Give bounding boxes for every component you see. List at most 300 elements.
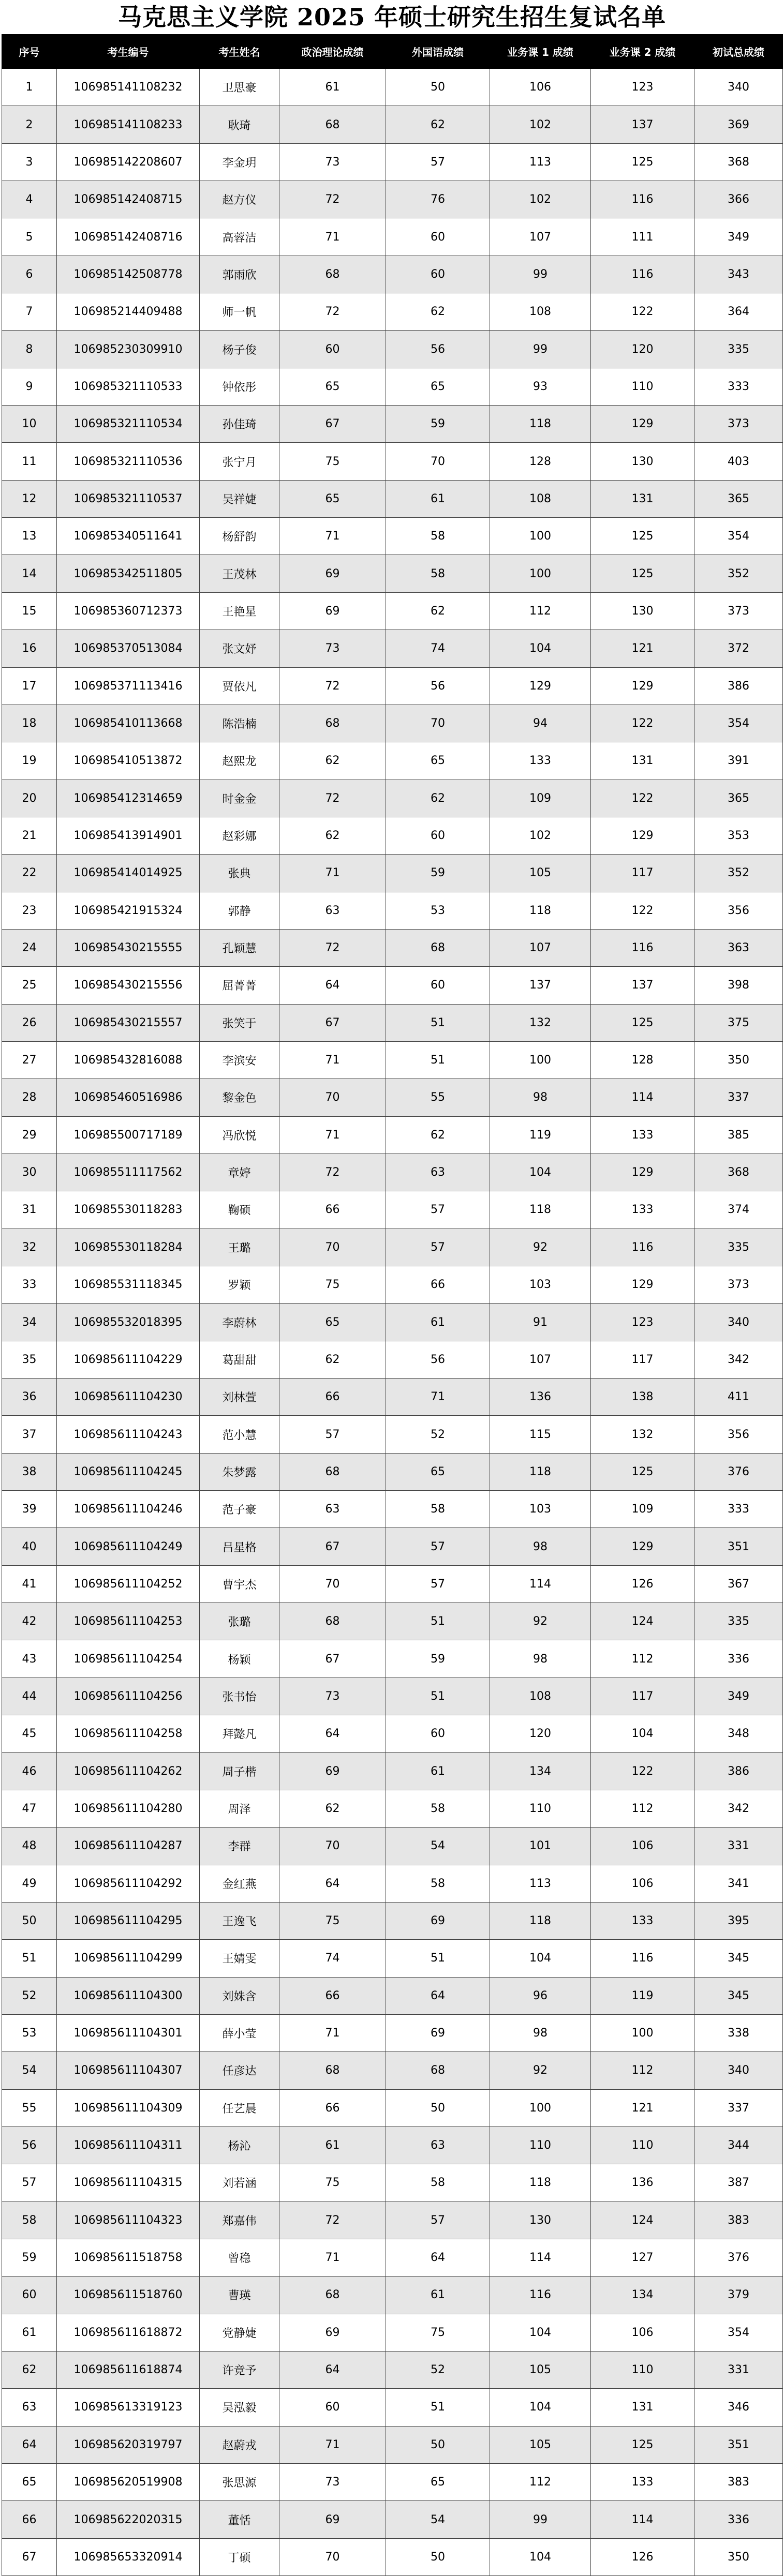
cell-candidate-id: 106985321110534: [57, 406, 200, 443]
cell-candidate-id: 106985142408715: [57, 181, 200, 218]
cell-candidate-name: 李群: [200, 1828, 279, 1865]
cell-index: 26: [2, 1004, 57, 1041]
cell-total-score: 342: [694, 1341, 783, 1378]
cell-index: 28: [2, 1079, 57, 1116]
cell-candidate-name: 拜懿凡: [200, 1715, 279, 1753]
table-row: [2, 218, 783, 256]
cell-candidate-id: 106985421915324: [57, 892, 200, 929]
cell-total-score: 379: [694, 2277, 783, 2314]
cell-subject1-score: 114: [490, 2239, 591, 2276]
cell-subject1-score: 113: [490, 143, 591, 181]
cell-subject1-score: 100: [490, 555, 591, 592]
cell-foreign-language-score: 58: [386, 2164, 490, 2201]
cell-subject2-score: 125: [591, 1004, 694, 1041]
header-row: [2, 35, 783, 69]
cell-politics-score: 63: [279, 892, 386, 929]
cell-index: 11: [2, 443, 57, 480]
cell-subject1-score: 104: [490, 2314, 591, 2351]
cell-politics-score: 70: [279, 2538, 386, 2575]
cell-candidate-name: 王婧雯: [200, 1940, 279, 1977]
cell-index: 2: [2, 106, 57, 143]
cell-candidate-id: 106985613319123: [57, 2389, 200, 2426]
table-row: [2, 2089, 783, 2126]
cell-total-score: 364: [694, 293, 783, 331]
table-row: [2, 2164, 783, 2201]
cell-index: 63: [2, 2389, 57, 2426]
cell-candidate-id: 106985321110537: [57, 480, 200, 517]
cell-candidate-name: 罗颖: [200, 1266, 279, 1304]
cell-foreign-language-score: 50: [386, 2426, 490, 2463]
cell-subject2-score: 116: [591, 181, 694, 218]
cell-subject2-score: 121: [591, 2089, 694, 2126]
cell-subject2-score: 119: [591, 1977, 694, 2014]
cell-foreign-language-score: 50: [386, 69, 490, 106]
cell-index: 18: [2, 705, 57, 742]
cell-subject1-score: 132: [490, 1004, 591, 1041]
table-row: [2, 518, 783, 555]
cell-total-score: 353: [694, 817, 783, 854]
cell-candidate-id: 106985611104299: [57, 1940, 200, 1977]
cell-candidate-id: 106985432816088: [57, 1041, 200, 1079]
cell-foreign-language-score: 59: [386, 406, 490, 443]
cell-politics-score: 68: [279, 2052, 386, 2089]
cell-total-score: 403: [694, 443, 783, 480]
cell-foreign-language-score: 57: [386, 143, 490, 181]
cell-index: 53: [2, 2014, 57, 2051]
cell-index: 41: [2, 1565, 57, 1602]
cell-candidate-id: 106985611104249: [57, 1528, 200, 1565]
cell-politics-score: 72: [279, 929, 386, 966]
cell-subject1-score: 118: [490, 1902, 591, 1939]
cell-subject2-score: 126: [591, 1565, 694, 1602]
table-row: [2, 1640, 783, 1678]
cell-total-score: 343: [694, 256, 783, 293]
cell-total-score: 385: [694, 1116, 783, 1154]
cell-foreign-language-score: 53: [386, 892, 490, 929]
cell-subject1-score: 99: [490, 256, 591, 293]
cell-candidate-id: 106985500717189: [57, 1116, 200, 1154]
table-row: [2, 2201, 783, 2239]
cell-candidate-id: 106985611104229: [57, 1341, 200, 1378]
cell-foreign-language-score: 68: [386, 929, 490, 966]
cell-subject2-score: 137: [591, 967, 694, 1004]
cell-politics-score: 62: [279, 817, 386, 854]
cell-candidate-id: 106985532018395: [57, 1304, 200, 1341]
cell-politics-score: 72: [279, 181, 386, 218]
cell-subject1-score: 128: [490, 443, 591, 480]
cell-candidate-name: 李金玥: [200, 143, 279, 181]
cell-index: 1: [2, 69, 57, 106]
cell-politics-score: 64: [279, 1715, 386, 1753]
cell-subject2-score: 131: [591, 480, 694, 517]
table-row: [2, 406, 783, 443]
cell-subject1-score: 104: [490, 2538, 591, 2575]
cell-foreign-language-score: 54: [386, 1828, 490, 1865]
cell-candidate-name: 刘林萱: [200, 1379, 279, 1416]
cell-foreign-language-score: 60: [386, 256, 490, 293]
cell-candidate-name: 师一帆: [200, 293, 279, 331]
cell-subject1-score: 109: [490, 780, 591, 817]
cell-foreign-language-score: 60: [386, 218, 490, 256]
cell-subject2-score: 136: [591, 2164, 694, 2201]
cell-subject1-score: 103: [490, 1266, 591, 1304]
cell-subject1-score: 108: [490, 1678, 591, 1715]
table-row: [2, 630, 783, 667]
cell-index: 36: [2, 1379, 57, 1416]
cell-candidate-name: 党静婕: [200, 2314, 279, 2351]
cell-candidate-name: 吕星格: [200, 1528, 279, 1565]
cell-total-score: 369: [694, 106, 783, 143]
cell-foreign-language-score: 70: [386, 443, 490, 480]
cell-candidate-name: 赵方仪: [200, 181, 279, 218]
cell-total-score: 337: [694, 1079, 783, 1116]
cell-foreign-language-score: 54: [386, 2501, 490, 2538]
cell-candidate-name: 范小慧: [200, 1416, 279, 1453]
table-row: [2, 1678, 783, 1715]
cell-total-score: 351: [694, 1528, 783, 1565]
cell-candidate-name: 赵蔚戎: [200, 2426, 279, 2463]
cell-subject1-score: 133: [490, 742, 591, 780]
cell-subject2-score: 100: [591, 2014, 694, 2051]
cell-subject1-score: 110: [490, 2126, 591, 2164]
cell-candidate-name: 杨沁: [200, 2126, 279, 2164]
cell-candidate-name: 张文妤: [200, 630, 279, 667]
cell-subject2-score: 122: [591, 705, 694, 742]
cell-candidate-id: 106985611104252: [57, 1565, 200, 1602]
cell-total-score: 336: [694, 1640, 783, 1678]
table-row: [2, 2501, 783, 2538]
table-row: [2, 592, 783, 630]
cell-politics-score: 65: [279, 480, 386, 517]
cell-subject1-score: 107: [490, 1341, 591, 1378]
cell-politics-score: 75: [279, 2164, 386, 2201]
cell-total-score: 331: [694, 2351, 783, 2388]
cell-candidate-id: 106985620519908: [57, 2464, 200, 2501]
cell-foreign-language-score: 57: [386, 1229, 490, 1266]
cell-total-score: 335: [694, 1229, 783, 1266]
cell-foreign-language-score: 52: [386, 1416, 490, 1453]
cell-foreign-language-score: 62: [386, 1116, 490, 1154]
table-header: [2, 35, 783, 69]
cell-subject2-score: 124: [591, 2201, 694, 2239]
cell-politics-score: 71: [279, 218, 386, 256]
cell-subject1-score: 105: [490, 855, 591, 892]
table-row: [2, 2126, 783, 2164]
cell-candidate-id: 106985321110536: [57, 443, 200, 480]
cell-candidate-name: 李滨安: [200, 1041, 279, 1079]
cell-candidate-name: 屈菁菁: [200, 967, 279, 1004]
cell-politics-score: 69: [279, 555, 386, 592]
cell-candidate-id: 106985611104307: [57, 2052, 200, 2089]
cell-subject2-score: 106: [591, 1865, 694, 1902]
cell-total-score: 387: [694, 2164, 783, 2201]
cell-subject2-score: 110: [591, 2126, 694, 2164]
cell-subject2-score: 126: [591, 2538, 694, 2575]
cell-total-score: 350: [694, 2538, 783, 2575]
cell-politics-score: 68: [279, 106, 386, 143]
table-row: [2, 1753, 783, 1790]
table-row: [2, 1865, 783, 1902]
cell-foreign-language-score: 71: [386, 1379, 490, 1416]
cell-candidate-name: 鞠硕: [200, 1191, 279, 1229]
cell-index: 47: [2, 1790, 57, 1827]
cell-politics-score: 75: [279, 1266, 386, 1304]
cell-politics-score: 62: [279, 742, 386, 780]
cell-subject1-score: 103: [490, 1491, 591, 1528]
table-row: [2, 929, 783, 966]
cell-subject1-score: 119: [490, 1116, 591, 1154]
cell-index: 4: [2, 181, 57, 218]
cell-subject2-score: 131: [591, 742, 694, 780]
cell-subject2-score: 116: [591, 256, 694, 293]
cell-subject2-score: 125: [591, 555, 694, 592]
table-row: [2, 1603, 783, 1640]
cell-index: 7: [2, 293, 57, 331]
cell-index: 35: [2, 1341, 57, 1378]
cell-candidate-name: 时金金: [200, 780, 279, 817]
table-row: [2, 1940, 783, 1977]
cell-foreign-language-score: 60: [386, 817, 490, 854]
cell-candidate-id: 106985611104256: [57, 1678, 200, 1715]
cell-subject1-score: 112: [490, 592, 591, 630]
table-row: [2, 143, 783, 181]
table-row: [2, 1416, 783, 1453]
cell-index: 45: [2, 1715, 57, 1753]
cell-subject1-score: 115: [490, 1416, 591, 1453]
table-row: [2, 1191, 783, 1229]
cell-index: 6: [2, 256, 57, 293]
cell-foreign-language-score: 65: [386, 742, 490, 780]
cell-index: 17: [2, 667, 57, 705]
cell-candidate-id: 106985653320914: [57, 2538, 200, 2575]
cell-subject1-score: 92: [490, 1603, 591, 1640]
cell-total-score: 398: [694, 967, 783, 1004]
cell-candidate-id: 106985611104315: [57, 2164, 200, 2201]
cell-candidate-name: 黎金色: [200, 1079, 279, 1116]
table-row: [2, 1715, 783, 1753]
cell-subject1-score: 106: [490, 69, 591, 106]
cell-candidate-name: 周子楷: [200, 1753, 279, 1790]
header-total-score: 初试总成绩: [694, 35, 783, 69]
cell-subject2-score: 133: [591, 1902, 694, 1939]
cell-foreign-language-score: 55: [386, 1079, 490, 1116]
cell-candidate-id: 106985611104295: [57, 1902, 200, 1939]
cell-candidate-id: 106985141108233: [57, 106, 200, 143]
cell-total-score: 335: [694, 1603, 783, 1640]
cell-politics-score: 73: [279, 2464, 386, 2501]
cell-subject2-score: 125: [591, 143, 694, 181]
cell-index: 66: [2, 2501, 57, 2538]
cell-candidate-name: 耿琦: [200, 106, 279, 143]
cell-politics-score: 68: [279, 2277, 386, 2314]
cell-subject2-score: 111: [591, 218, 694, 256]
cell-total-score: 333: [694, 1491, 783, 1528]
cell-subject2-score: 109: [591, 1491, 694, 1528]
cell-subject2-score: 106: [591, 2314, 694, 2351]
table-row: [2, 2389, 783, 2426]
cell-politics-score: 70: [279, 1828, 386, 1865]
cell-subject2-score: 122: [591, 1753, 694, 1790]
cell-politics-score: 70: [279, 1565, 386, 1602]
cell-index: 44: [2, 1678, 57, 1715]
cell-foreign-language-score: 56: [386, 331, 490, 368]
cell-foreign-language-score: 57: [386, 1528, 490, 1565]
cell-subject1-score: 100: [490, 2089, 591, 2126]
cell-candidate-id: 106985340511641: [57, 518, 200, 555]
cell-foreign-language-score: 62: [386, 106, 490, 143]
cell-subject1-score: 100: [490, 518, 591, 555]
cell-politics-score: 62: [279, 1341, 386, 1378]
cell-subject1-score: 113: [490, 1865, 591, 1902]
cell-candidate-id: 106985414014925: [57, 855, 200, 892]
cell-candidate-name: 王艳星: [200, 592, 279, 630]
table-row: [2, 2351, 783, 2388]
cell-total-score: 336: [694, 2501, 783, 2538]
cell-subject2-score: 112: [591, 1640, 694, 1678]
cell-candidate-id: 106985342511805: [57, 555, 200, 592]
cell-subject2-score: 104: [591, 1715, 694, 1753]
cell-candidate-name: 王逸飞: [200, 1902, 279, 1939]
cell-total-score: 346: [694, 2389, 783, 2426]
cell-foreign-language-score: 58: [386, 1865, 490, 1902]
cell-candidate-id: 106985611104280: [57, 1790, 200, 1827]
cell-subject2-score: 137: [591, 106, 694, 143]
cell-politics-score: 73: [279, 630, 386, 667]
cell-subject2-score: 112: [591, 2052, 694, 2089]
cell-subject2-score: 129: [591, 406, 694, 443]
cell-foreign-language-score: 58: [386, 518, 490, 555]
cell-subject1-score: 100: [490, 1041, 591, 1079]
cell-total-score: 395: [694, 1902, 783, 1939]
cell-foreign-language-score: 74: [386, 630, 490, 667]
cell-candidate-id: 106985360712373: [57, 592, 200, 630]
cell-candidate-name: 杨子俊: [200, 331, 279, 368]
cell-candidate-name: 朱梦露: [200, 1453, 279, 1490]
cell-foreign-language-score: 64: [386, 1977, 490, 2014]
header-candidate-name: 考生姓名: [200, 35, 279, 69]
cell-total-score: 345: [694, 1977, 783, 2014]
cell-politics-score: 66: [279, 2089, 386, 2126]
cell-foreign-language-score: 51: [386, 2389, 490, 2426]
cell-subject1-score: 102: [490, 106, 591, 143]
cell-subject2-score: 117: [591, 1341, 694, 1378]
cell-candidate-id: 106985611518760: [57, 2277, 200, 2314]
cell-foreign-language-score: 51: [386, 1678, 490, 1715]
cell-politics-score: 64: [279, 1865, 386, 1902]
cell-politics-score: 71: [279, 855, 386, 892]
cell-candidate-id: 106985430215555: [57, 929, 200, 966]
cell-politics-score: 71: [279, 2426, 386, 2463]
cell-foreign-language-score: 65: [386, 368, 490, 405]
cell-candidate-id: 106985611104245: [57, 1453, 200, 1490]
cell-candidate-id: 106985141108232: [57, 69, 200, 106]
cell-candidate-name: 钟依彤: [200, 368, 279, 405]
table-row: [2, 1528, 783, 1565]
cell-index: 55: [2, 2089, 57, 2126]
cell-total-score: 411: [694, 1379, 783, 1416]
table-row: [2, 1116, 783, 1154]
cell-subject2-score: 124: [591, 1603, 694, 1640]
cell-index: 3: [2, 143, 57, 181]
cell-foreign-language-score: 62: [386, 780, 490, 817]
cell-foreign-language-score: 62: [386, 293, 490, 331]
cell-subject1-score: 107: [490, 929, 591, 966]
cell-subject2-score: 129: [591, 667, 694, 705]
cell-foreign-language-score: 61: [386, 480, 490, 517]
cell-total-score: 386: [694, 1753, 783, 1790]
table-row: [2, 1304, 783, 1341]
cell-candidate-name: 王璐: [200, 1229, 279, 1266]
cell-index: 30: [2, 1154, 57, 1191]
cell-politics-score: 63: [279, 1491, 386, 1528]
cell-candidate-name: 刘若涵: [200, 2164, 279, 2201]
cell-index: 29: [2, 1116, 57, 1154]
cell-subject1-score: 118: [490, 1191, 591, 1229]
table-row: [2, 1154, 783, 1191]
cell-foreign-language-score: 59: [386, 1640, 490, 1678]
cell-subject2-score: 130: [591, 443, 694, 480]
cell-index: 13: [2, 518, 57, 555]
cell-candidate-id: 106985611104292: [57, 1865, 200, 1902]
cell-candidate-id: 106985142408716: [57, 218, 200, 256]
cell-subject1-score: 104: [490, 2389, 591, 2426]
cell-candidate-id: 106985611104243: [57, 1416, 200, 1453]
cell-candidate-name: 任艺晨: [200, 2089, 279, 2126]
cell-index: 42: [2, 1603, 57, 1640]
cell-total-score: 373: [694, 406, 783, 443]
cell-foreign-language-score: 60: [386, 967, 490, 1004]
document-title: 马克思主义学院 2025 年硕士研究生招生复试名单: [117, 3, 667, 31]
cell-subject2-score: 127: [591, 2239, 694, 2276]
cell-foreign-language-score: 61: [386, 2277, 490, 2314]
cell-candidate-id: 106985370513084: [57, 630, 200, 667]
table-row: [2, 1079, 783, 1116]
cell-candidate-name: 周泽: [200, 1790, 279, 1827]
cell-candidate-id: 106985611618872: [57, 2314, 200, 2351]
cell-candidate-id: 106985611104300: [57, 1977, 200, 2014]
cell-candidate-name: 章婷: [200, 1154, 279, 1191]
cell-candidate-name: 张笑于: [200, 1004, 279, 1041]
cell-politics-score: 71: [279, 2014, 386, 2051]
cell-politics-score: 71: [279, 1116, 386, 1154]
cell-index: 24: [2, 929, 57, 966]
cell-politics-score: 71: [279, 1041, 386, 1079]
cell-candidate-name: 贾依凡: [200, 667, 279, 705]
cell-total-score: 338: [694, 2014, 783, 2051]
cell-candidate-name: 曹瑛: [200, 2277, 279, 2314]
cell-index: 23: [2, 892, 57, 929]
cell-index: 19: [2, 742, 57, 780]
cell-total-score: 367: [694, 1565, 783, 1602]
cell-total-score: 365: [694, 780, 783, 817]
cell-candidate-id: 106985230309910: [57, 331, 200, 368]
cell-candidate-name: 张璐: [200, 1603, 279, 1640]
table-row: [2, 1790, 783, 1827]
cell-subject1-score: 118: [490, 406, 591, 443]
table-row: [2, 1453, 783, 1490]
cell-politics-score: 60: [279, 331, 386, 368]
cell-total-score: 354: [694, 705, 783, 742]
table-row: [2, 256, 783, 293]
cell-subject2-score: 123: [591, 69, 694, 106]
cell-politics-score: 72: [279, 293, 386, 331]
cell-subject2-score: 106: [591, 1828, 694, 1865]
cell-candidate-id: 106985611104287: [57, 1828, 200, 1865]
cell-index: 51: [2, 1940, 57, 1977]
cell-foreign-language-score: 51: [386, 1603, 490, 1640]
cell-index: 16: [2, 630, 57, 667]
cell-subject1-score: 118: [490, 892, 591, 929]
